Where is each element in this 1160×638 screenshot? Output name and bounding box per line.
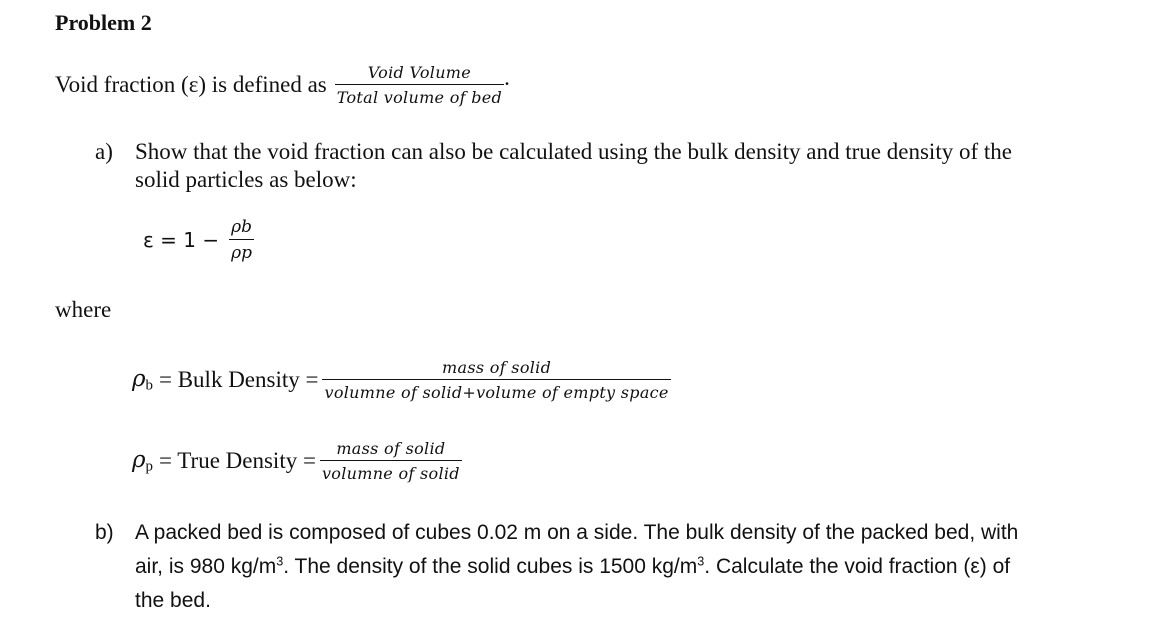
true-density-label: = True Density = (159, 448, 316, 473)
true-density-fraction (320, 439, 462, 483)
part-b-line-3: the bed. (135, 589, 211, 612)
bulk-density-definition (132, 358, 671, 402)
bulk-denominator: volumne of solid+volume of empty space (322, 379, 670, 402)
part-b-line-1: A packed bed is composed of cubes 0.02 m on a side. The bulk density of the packed bed, with (135, 521, 1019, 544)
density-ratio (229, 217, 254, 263)
void-fraction-fraction (335, 63, 504, 107)
true-density-symbol: $\rho_p$ (132, 446, 153, 475)
problem-heading: Problem 2 (55, 10, 152, 35)
definition-period: . (504, 65, 510, 90)
void-fraction-formula (143, 217, 254, 263)
bulk-density-symbol: $\rho_b$ (132, 365, 153, 394)
part-a-line-1: Show that the void fraction can also be calculated using the bulk density and true density of the (135, 139, 1012, 164)
bulk-density-label: = Bulk Density = (159, 367, 319, 392)
definition-text: Void fraction (ε) is defined as (55, 72, 327, 97)
formula-lhs: ε = 1 − (143, 228, 220, 252)
ratio-numerator: ρb (231, 217, 253, 237)
true-density-definition (132, 439, 462, 483)
part-b-line-2: air, is 980 $kg/m^3$. The density of the solid cubes is 1500 $kg/m^3$. Calculate the void fraction (ε) of (135, 554, 1011, 578)
bulk-density-fraction (322, 358, 670, 402)
part-a-line-2: solid particles as below: (135, 167, 357, 192)
true-denominator: volumne of solid (320, 460, 462, 483)
where-label: where (55, 297, 112, 322)
part-b-label: b) (95, 521, 114, 544)
true-numerator: mass of solid (336, 439, 446, 458)
part-a-label: a) (95, 139, 113, 164)
bulk-numerator: mass of solid (442, 358, 552, 377)
fraction-denominator: Total volume of bed (335, 84, 504, 107)
definition-line (55, 63, 510, 107)
ratio-denominator: ρp (229, 239, 254, 263)
fraction-numerator: Void Volume (367, 63, 472, 82)
